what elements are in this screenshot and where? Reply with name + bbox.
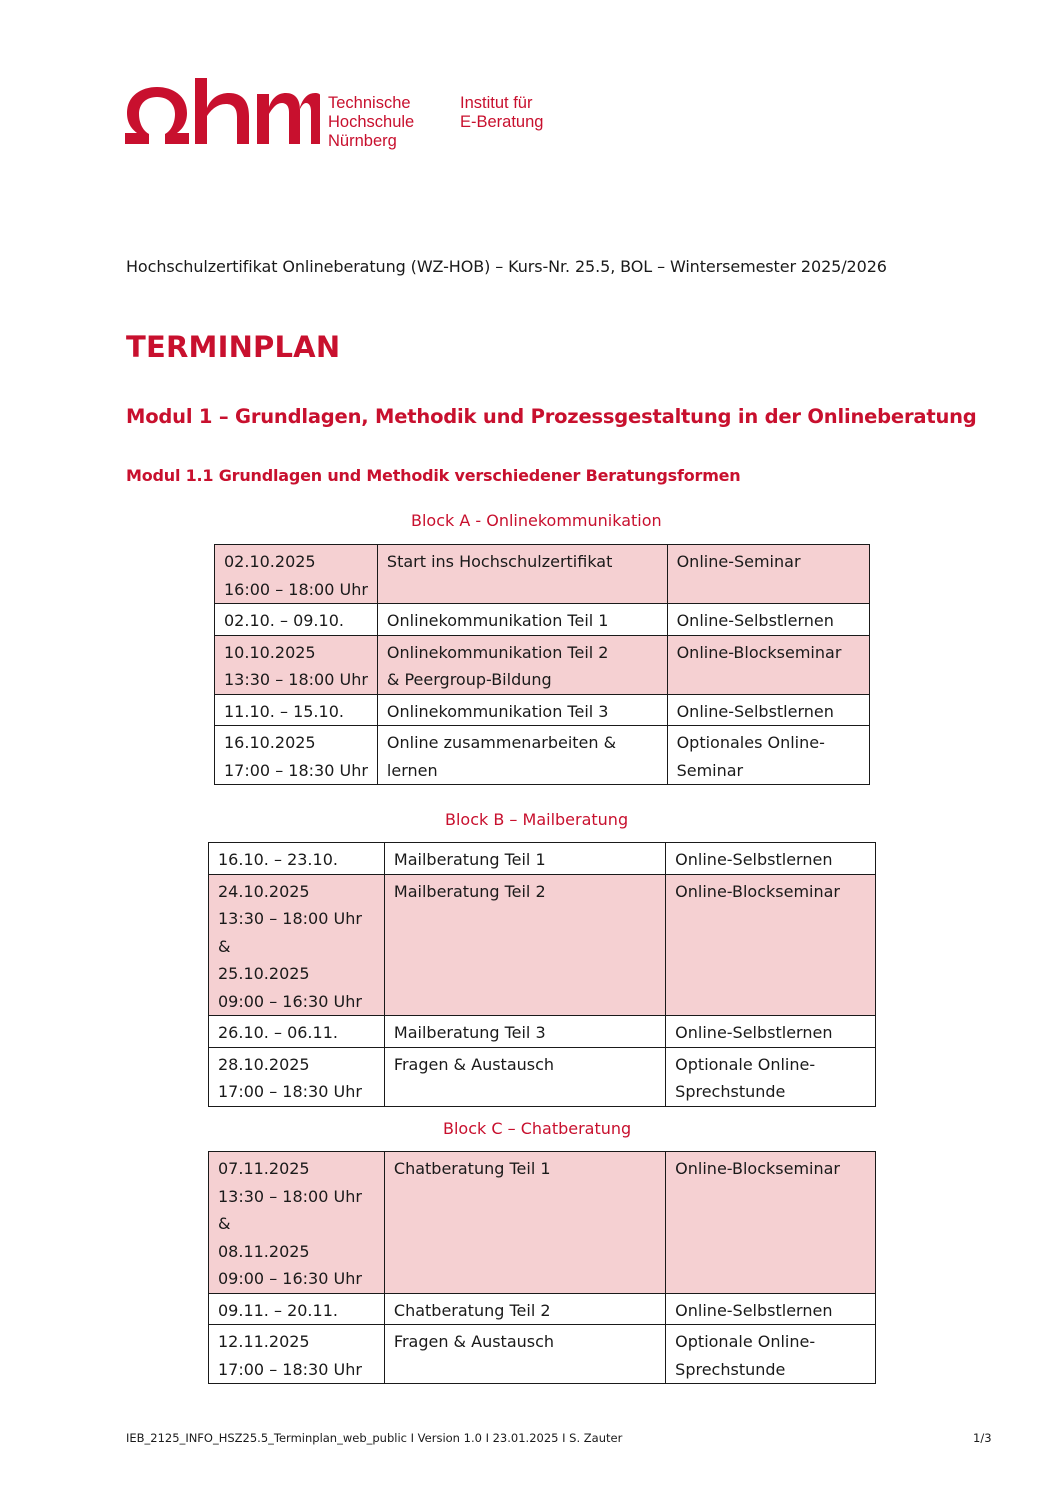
cell-line: 11.10. – 15.10.	[224, 701, 344, 721]
cell-line: 02.10. – 09.10.	[224, 611, 344, 630]
format-cell	[667, 545, 869, 604]
format-cell	[667, 726, 869, 785]
table-row	[209, 874, 876, 1016]
cell-line: 12.11.2025	[218, 1332, 310, 1351]
institute-line: E-Beratung	[460, 113, 544, 131]
format-cell	[666, 1047, 876, 1106]
cell-line: 17:00 – 18:30 Uhr	[218, 1359, 362, 1379]
cell-line: Mailberatung Teil 3	[393, 1023, 546, 1042]
date-cell	[215, 694, 378, 726]
date-cell	[215, 545, 378, 604]
cell-line: 24.10.2025	[218, 881, 310, 901]
cell-line: 13:30 – 18:00 Uhr	[218, 909, 362, 928]
cell-line: &	[218, 936, 231, 956]
institution-name	[328, 94, 414, 151]
cell-line: Online-Blockseminar	[676, 642, 842, 662]
cell-line: Online-Selbstlernen	[676, 701, 834, 721]
cell-line: Start ins Hochschulzertifikat	[386, 552, 613, 571]
block-c-table	[208, 1151, 876, 1384]
ohm-logo	[125, 78, 320, 148]
table-row	[209, 1016, 876, 1048]
cell-line: Optionale Online-	[675, 1054, 816, 1074]
cell-line: Online-Blockseminar	[675, 1159, 840, 1178]
cell-line: Chatberatung Teil 1	[393, 1159, 551, 1178]
cell-line: 07.11.2025	[218, 1159, 310, 1178]
format-cell	[666, 874, 876, 1016]
table-row	[209, 1293, 876, 1325]
page-number: 1/3	[973, 1431, 992, 1445]
cell-line: & Peergroup-Bildung	[386, 670, 552, 689]
cell-line: Fragen & Austausch	[393, 1054, 555, 1074]
cell-line: 28.10.2025	[218, 1054, 310, 1074]
cell-line: 25.10.2025	[218, 964, 310, 983]
submodule-heading: Modul 1.1 Grundlagen und Methodik verschiedener Beratungsformen	[126, 466, 741, 485]
cell-line: 10.10.2025	[224, 642, 316, 662]
cell-line: Seminar	[676, 760, 744, 780]
cell-line: Optionales Online-	[676, 733, 825, 752]
cell-line: Sprechstunde	[675, 1359, 786, 1379]
cell-line: Onlinekommunikation Teil 3	[386, 701, 609, 721]
topic-cell	[377, 694, 667, 726]
table-row	[215, 694, 870, 726]
table-row	[209, 1047, 876, 1106]
cell-line: 02.10.2025	[224, 552, 316, 571]
format-cell	[666, 1325, 876, 1384]
block-b-table	[208, 842, 876, 1107]
format-cell	[667, 604, 869, 636]
cell-line: &	[218, 1214, 231, 1233]
topic-cell	[377, 604, 667, 636]
institute-name	[460, 94, 543, 132]
cell-line: Onlinekommunikation Teil 1	[386, 611, 609, 630]
table-row	[215, 635, 870, 694]
cell-line: 16.10. – 23.10.	[218, 850, 338, 869]
topic-cell	[384, 1016, 665, 1048]
block-b-title: Block B – Mailberatung	[445, 810, 629, 829]
cell-line: Online-Blockseminar	[675, 881, 840, 901]
cell-line: Mailberatung Teil 1	[393, 850, 546, 869]
institution-line: Technische	[328, 94, 411, 112]
date-cell	[209, 1293, 385, 1325]
date-cell	[209, 1152, 385, 1294]
cell-line: Online-Selbstlernen	[675, 1300, 833, 1320]
topic-cell	[384, 1152, 665, 1294]
cell-line: 13:30 – 18:00 Uhr	[224, 670, 368, 689]
date-cell	[209, 1047, 385, 1106]
institution-line: Nürnberg	[328, 132, 397, 150]
table-row	[209, 1325, 876, 1384]
cell-line: Fragen & Austausch	[393, 1332, 555, 1351]
cell-line: 09.11. – 20.11.	[218, 1300, 338, 1320]
topic-cell	[384, 1047, 665, 1106]
cell-line: 17:00 – 18:30 Uhr	[224, 760, 368, 780]
cell-line: Onlinekommunikation Teil 2	[386, 642, 609, 662]
cell-line: Online zusammenarbeiten &	[386, 733, 617, 752]
date-cell	[215, 635, 378, 694]
table-row	[215, 726, 870, 785]
cell-line: 08.11.2025	[218, 1241, 310, 1261]
cell-line: Online-Selbstlernen	[675, 1023, 833, 1042]
cell-line: Chatberatung Teil 2	[393, 1300, 551, 1320]
date-cell	[209, 874, 385, 1016]
cell-line: Online-Selbstlernen	[675, 850, 833, 869]
topic-cell	[384, 843, 665, 875]
date-cell	[209, 1325, 385, 1384]
block-a-title: Block A - Onlinekommunikation	[411, 511, 662, 530]
format-cell	[667, 635, 869, 694]
date-cell	[215, 726, 378, 785]
topic-cell	[377, 545, 667, 604]
format-cell	[666, 843, 876, 875]
cell-line: 13:30 – 18:00 Uhr	[218, 1186, 362, 1206]
cell-line: Online-Seminar	[676, 552, 801, 571]
format-cell	[666, 1016, 876, 1048]
table-row	[209, 1152, 876, 1294]
cell-line: Sprechstunde	[675, 1082, 786, 1101]
format-cell	[667, 694, 869, 726]
format-cell	[666, 1293, 876, 1325]
date-cell	[209, 1016, 385, 1048]
cell-line: 17:00 – 18:30 Uhr	[218, 1082, 362, 1101]
page-title: TERMINPLAN	[126, 330, 341, 364]
cell-line: 09:00 – 16:30 Uhr	[218, 1269, 362, 1288]
topic-cell	[384, 874, 665, 1016]
course-subtitle: Hochschulzertifikat Onlineberatung (WZ-HOB) – Kurs-Nr. 25.5, BOL – Wintersemester 2025/2026	[126, 257, 887, 276]
cell-line: 16:00 – 18:00 Uhr	[224, 579, 368, 599]
cell-line: Mailberatung Teil 2	[393, 881, 546, 901]
block-a-table	[214, 544, 870, 785]
block-c-title: Block C – Chatberatung	[443, 1119, 632, 1138]
cell-line: lernen	[386, 760, 438, 780]
document-footer: IEB_2125_INFO_HSZ25.5_Terminplan_web_public I Version 1.0 I 23.01.2025 I S. Zauter	[126, 1431, 623, 1445]
topic-cell	[377, 635, 667, 694]
cell-line: Online-Selbstlernen	[676, 611, 834, 630]
cell-line: Optionale Online-	[675, 1332, 816, 1351]
table-row	[209, 843, 876, 875]
topic-cell	[377, 726, 667, 785]
cell-line: 09:00 – 16:30 Uhr	[218, 991, 362, 1011]
topic-cell	[384, 1293, 665, 1325]
date-cell	[215, 604, 378, 636]
cell-line: 26.10. – 06.11.	[218, 1023, 338, 1042]
topic-cell	[384, 1325, 665, 1384]
date-cell	[209, 843, 385, 875]
table-row	[215, 545, 870, 604]
cell-line: 16.10.2025	[224, 733, 316, 752]
institution-line: Hochschule	[328, 113, 415, 131]
format-cell	[666, 1152, 876, 1294]
module-heading: Modul 1 – Grundlagen, Methodik und Prozessgestaltung in der Onlineberatung	[126, 405, 977, 428]
table-row	[215, 604, 870, 636]
institute-line: Institut für	[460, 94, 533, 112]
